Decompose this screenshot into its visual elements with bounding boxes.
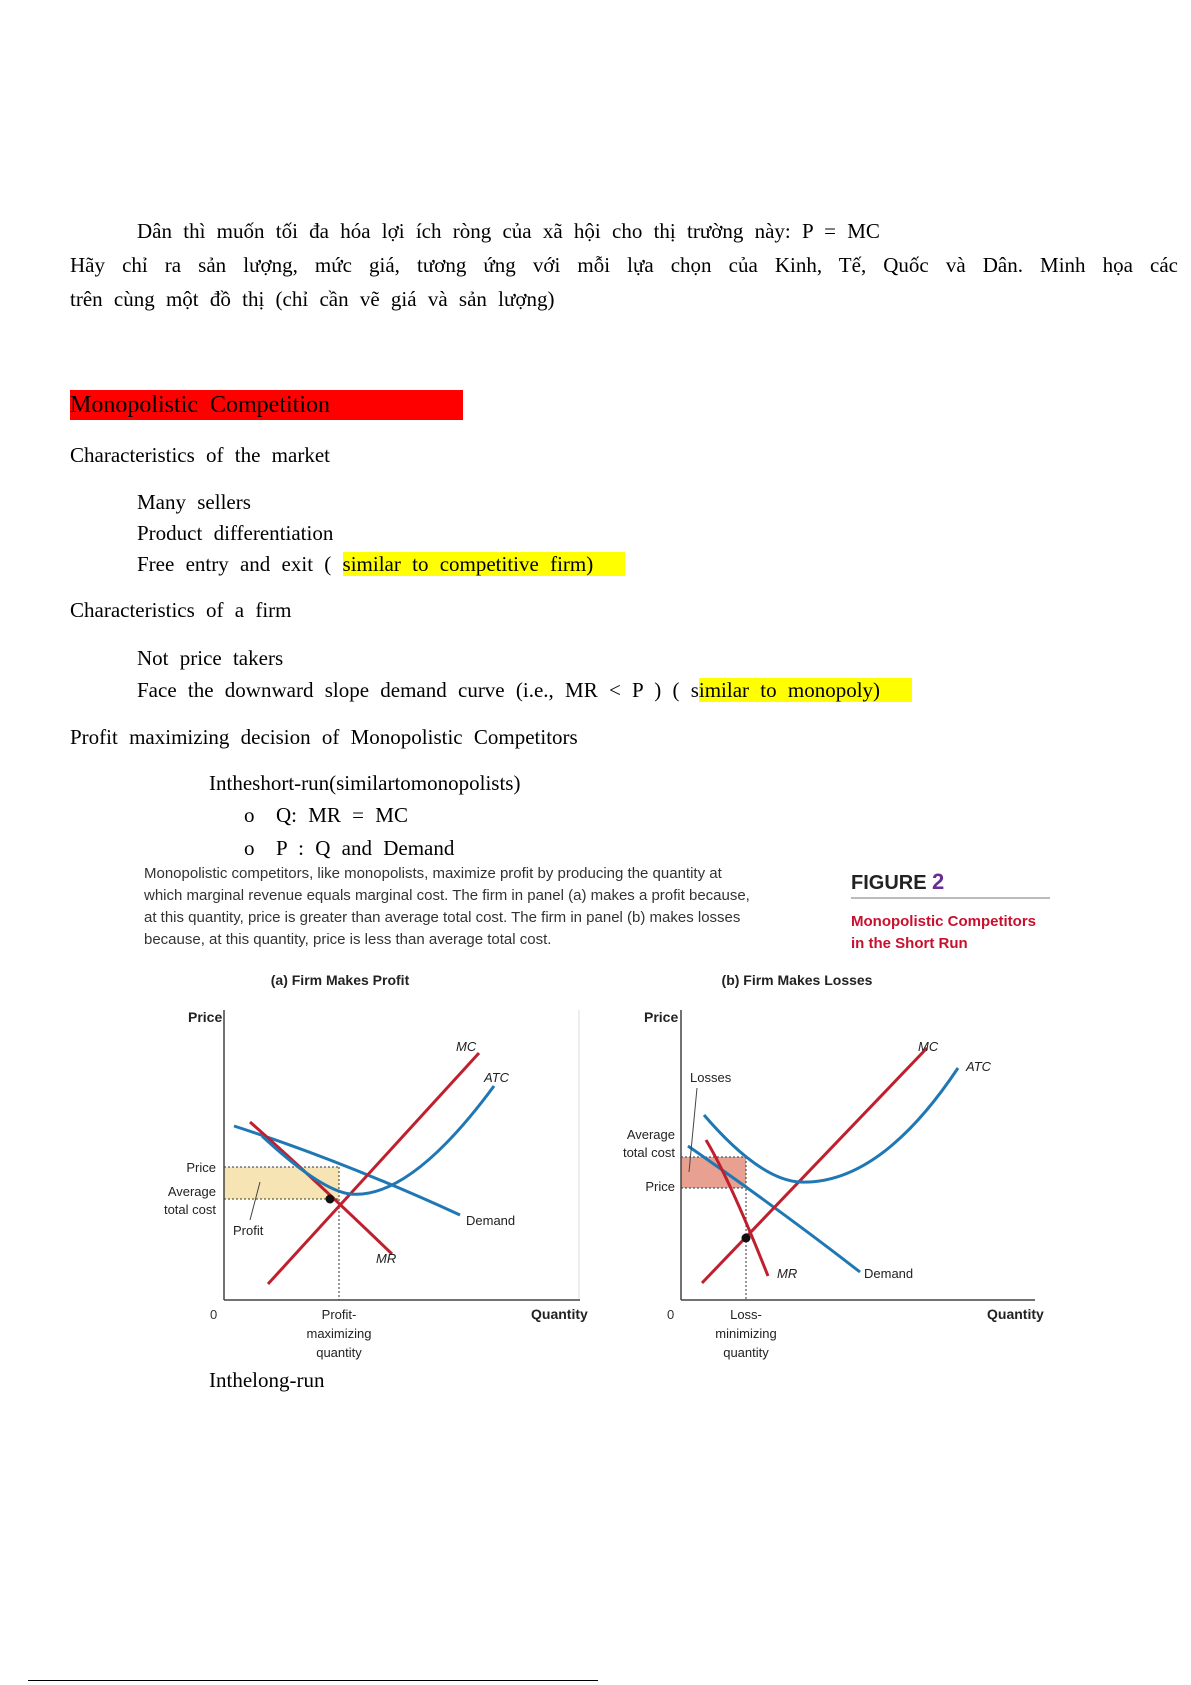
caption-line-1: Monopolistic competitors, like monopolists, maximize profit by producing the quantity at: [144, 865, 722, 882]
panel-b-x-axis-label: Quantity: [987, 1306, 1044, 1322]
panel-b-equilibrium-point: [742, 1234, 751, 1243]
panel-a-demand-label: Demand: [466, 1213, 516, 1228]
sub-item-p: o P : Q and Demand: [244, 836, 455, 860]
panel-a-atc-tick-2: total cost: [163, 1202, 216, 1217]
panel-b-price-tick: Price: [645, 1179, 675, 1194]
footer-rule: [28, 1680, 598, 1681]
caption-line-4: because, at this quantity, price is less than average total cost.: [144, 931, 552, 948]
short-run-heading: Intheshort-run(similartomonopolists): [209, 771, 521, 795]
panel-a-q-label-1: Profit-: [321, 1307, 357, 1322]
panel-a-mc-label: MC: [456, 1039, 477, 1054]
panel-b-atc-label: ATC: [966, 1059, 992, 1074]
panel-a-x-axis-label: Quantity: [531, 1306, 588, 1322]
market-item-3: Free entry and exit ( similar to competitive firm): [103, 551, 625, 577]
market-item-2: Product differentiation: [137, 521, 334, 545]
panel-a-y-axis-label: Price: [188, 1009, 223, 1025]
panel-a-atc-tick-1: Average: [167, 1184, 216, 1199]
figure-number: 2: [932, 869, 945, 894]
firm-title: Characteristics of a firm: [70, 598, 292, 622]
panel-b-q-label-2: minimizing: [715, 1326, 777, 1341]
panel-b-loss-label: Losses: [690, 1070, 732, 1085]
panel-b-mc-label: MC: [918, 1039, 939, 1054]
panel-a-equilibrium-point: [326, 1195, 335, 1204]
panel-b-loss-area: [681, 1157, 746, 1188]
panel-b-origin: 0: [667, 1307, 675, 1322]
sub-item-q: o Q: MR = MC: [244, 803, 408, 827]
section-heading: Monopolistic Competition: [70, 390, 463, 420]
panel-b: [623, 972, 1044, 1360]
long-run-heading: Inthelong-run: [209, 1368, 325, 1392]
bullet-dan: Dân thì muốn tối đa hóa lợi ích ròng của xã hội cho thị trường này: P = MC: [137, 219, 880, 243]
figure-2: [140, 860, 1060, 1360]
panel-a-profit-label: Profit: [233, 1223, 264, 1238]
panel-b-mr-label: MR: [777, 1266, 798, 1281]
panel-a-q-label-2: maximizing: [306, 1326, 372, 1341]
panel-b-atc-tick-1: Average: [626, 1127, 675, 1142]
highlight-similar-competitive: similar to competitive firm): [343, 552, 626, 576]
panel-a-q-label-3: quantity: [316, 1345, 362, 1360]
panel-a-title: (a) Firm Makes Profit: [270, 972, 410, 988]
firm-item-1: Not price takers: [137, 646, 284, 670]
highlight-similar-monopoly: imilar to monopoly): [699, 678, 912, 702]
panel-a-mr-label: MR: [376, 1251, 397, 1266]
panel-b-title: (b) Firm Makes Losses: [721, 972, 873, 988]
panel-b-y-axis-label: Price: [644, 1009, 679, 1025]
panel-a-price-tick: Price: [186, 1160, 216, 1175]
panel-a: [164, 972, 588, 1360]
firm-item-2: Face the downward slope demand curve (i.e., MR < P ) ( similar to monopoly): [103, 677, 912, 703]
panel-b-demand-label: Demand: [864, 1266, 914, 1281]
market-item-1: Many sellers: [137, 490, 251, 514]
profit-title: Profit maximizing decision of Monopolistic Competitors: [70, 725, 578, 749]
panel-a-origin: 0: [210, 1307, 218, 1322]
panel-a-atc-label: ATC: [484, 1070, 510, 1085]
figure-title-2: in the Short Run: [851, 935, 968, 952]
caption-line-2: which marginal revenue equals marginal cost. The firm in panel (a) makes a profit because,: [144, 887, 750, 904]
figure-title-1: Monopolistic Competitors: [851, 913, 1036, 930]
market-title: Characteristics of the market: [70, 443, 330, 467]
caption-line-3: at this quantity, price is greater than average total cost. The firm in panel (b) makes losses: [144, 909, 741, 926]
panel-b-atc-tick-2: total cost: [622, 1145, 675, 1160]
figure-label: FIGURE: [851, 872, 927, 894]
panel-b-q-label-3: quantity: [723, 1345, 769, 1360]
paragraph-line-1: Hãy chỉ ra sản lượng, mức giá, tương ứng với mỗi lựa chọn của Kinh, Tế, Quốc và Dân. Minh họa các: [70, 253, 1178, 277]
panel-b-q-label-1: Loss-: [730, 1307, 762, 1322]
paragraph-line-2: trên cùng một đồ thị (chỉ cần vẽ giá và sản lượng): [70, 287, 555, 311]
